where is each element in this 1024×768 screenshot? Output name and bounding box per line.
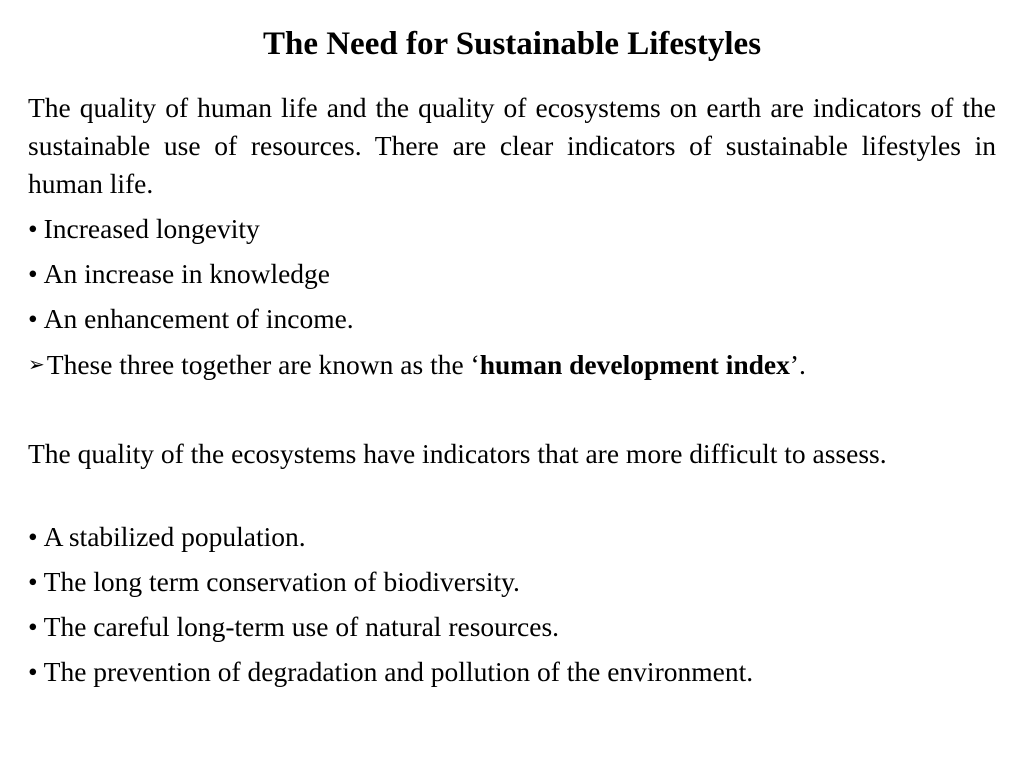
ecosystem-paragraph: The quality of the ecosystems have indicators that are more difficult to assess. (28, 438, 887, 469)
list-item (28, 210, 996, 248)
bullet-icon: • (28, 521, 38, 552)
intro-paragraph: The quality of human life and the quality of ecosystems on earth are indicators of the sustainable use of resources. There are clear indicators of sustainable lifestyles in human life. (28, 92, 996, 199)
list-item (28, 300, 996, 338)
list-item (28, 653, 996, 691)
hdi-term: human development index (479, 349, 790, 380)
list-item (28, 255, 996, 293)
list-item-text: The prevention of degradation and pollution of the environment. (43, 656, 754, 687)
bullet-icon: • (28, 656, 38, 687)
bullet-icon: • (28, 566, 38, 597)
slide-title: The Need for Sustainable Lifestyles (262, 26, 762, 62)
hdi-prefix: These three together are known as the ‘ (46, 349, 480, 380)
list-item-text: The long term conservation of biodiversity. (43, 566, 520, 597)
list-item-text: The careful long-term use of natural resources. (43, 611, 560, 642)
bullet-icon: • (28, 213, 38, 244)
list-item-text: Increased longevity (43, 213, 260, 244)
list-item-text: An enhancement of income. (43, 303, 354, 334)
hdi-suffix: ’. (789, 349, 806, 380)
bullet-icon: • (28, 611, 38, 642)
list-item (28, 608, 996, 646)
list-item (28, 563, 996, 601)
list-item (28, 518, 996, 556)
arrow-bullet-icon: ➢ (28, 352, 45, 376)
hdi-statement (28, 345, 996, 384)
bullet-icon: • (28, 258, 38, 289)
list-item-text: A stabilized population. (43, 521, 306, 552)
list-item-text: An increase in knowledge (43, 258, 331, 289)
bullet-icon: • (28, 303, 38, 334)
